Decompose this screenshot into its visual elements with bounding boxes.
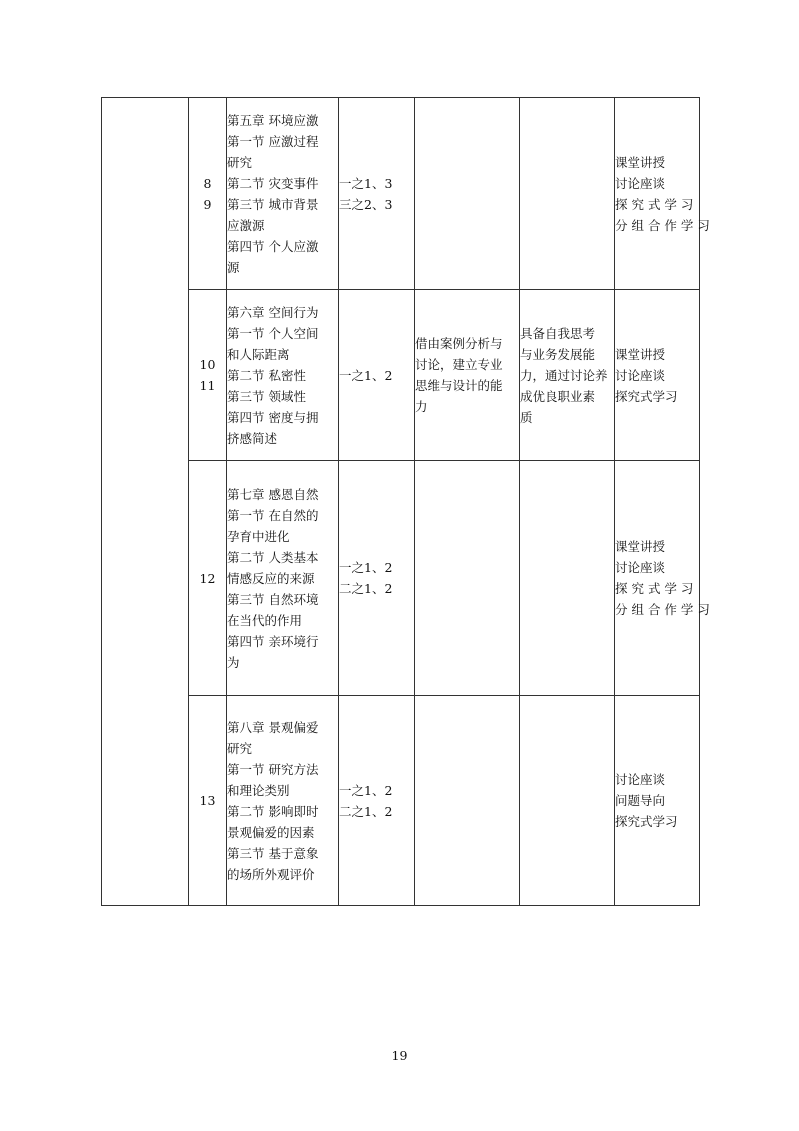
content-line: 第三节 基于意象: [227, 845, 319, 861]
method-line: 分 组 合 作 学 习: [615, 217, 710, 233]
week-number: 11: [199, 378, 216, 393]
goal-cell: [415, 98, 520, 290]
objective-cell: [339, 696, 415, 906]
method-line: 课堂讲授: [615, 346, 666, 362]
ability-cell: [520, 461, 615, 696]
content-line: 第二节 灾变事件: [227, 175, 319, 191]
method-cell: [615, 290, 700, 461]
content-line: 研究: [227, 154, 253, 170]
content-line: 在当代的作用: [227, 612, 303, 628]
objective-line: 三之2、3: [339, 196, 393, 212]
content-line: 第四节 密度与拥: [227, 409, 319, 425]
week-number: 8: [203, 175, 212, 191]
goal-line: 力: [415, 399, 428, 414]
goal-cell: [415, 461, 520, 696]
content-line: 和理论类别: [227, 782, 290, 798]
objective-line: 一之1、3: [339, 175, 393, 191]
content-line: 第二节 人类基本: [227, 549, 319, 565]
goal-cell: [415, 290, 520, 461]
method-line: 讨论座谈: [615, 175, 666, 191]
objective-line: 一之1、2: [339, 560, 393, 575]
method-line: 探 究 式 学 习: [615, 581, 694, 596]
content-cell: [227, 98, 339, 290]
ability-line: 成优良职业素: [520, 388, 596, 404]
content-line: 第八章 景观偏爱: [227, 719, 319, 735]
content-line: 第七章 感恩自然: [227, 486, 319, 502]
merged-category-cell: [102, 98, 189, 906]
table-row: [102, 461, 700, 696]
table-row: [102, 98, 700, 290]
method-line: 分 组 合 作 学 习: [615, 602, 710, 617]
objective-cell: [339, 461, 415, 696]
content-line: 和人际距离: [227, 346, 290, 362]
method-cell: [615, 696, 700, 906]
goal-cell: [415, 696, 520, 906]
method-cell: [615, 98, 710, 290]
content-cell: [227, 461, 339, 696]
goal-line: 借由案例分析与: [415, 336, 503, 351]
objective-line: 一之1、2: [339, 782, 393, 798]
table-row: [102, 290, 700, 461]
page-number: 19: [391, 1048, 408, 1063]
objective-cell: [339, 290, 415, 461]
method-line: 课堂讲授: [615, 154, 666, 170]
week-cell: [189, 696, 227, 906]
week-number: 12: [199, 570, 216, 586]
objective-line: 二之1、2: [339, 581, 393, 596]
content-line: 第二节 私密性: [227, 367, 306, 383]
goal-line: 思维与设计的能: [415, 378, 503, 393]
content-line: 第四节 个人应激: [227, 238, 319, 254]
objective-line: 二之1、2: [339, 803, 393, 819]
method-line: 探究式学习: [615, 388, 678, 404]
content-line: 第二节 影响即时: [227, 803, 319, 819]
week-number: 13: [199, 793, 216, 808]
ability-cell: [520, 290, 615, 461]
content-cell: [227, 290, 339, 461]
content-line: 第三节 自然环境: [227, 591, 319, 607]
ability-cell: [520, 98, 615, 290]
week-cell: [189, 461, 227, 696]
content-line: 第一节 个人空间: [227, 325, 319, 341]
content-line: 研究: [227, 740, 253, 756]
week-number: 10: [199, 357, 216, 372]
ability-line: 力，通过讨论养: [520, 367, 608, 383]
content-line: 第一节 应激过程: [227, 133, 319, 149]
week-number: 9: [203, 196, 212, 212]
content-line: 为: [227, 654, 240, 670]
content-line: 第三节 城市背景: [227, 196, 319, 212]
method-cell: [615, 461, 710, 696]
content-line: 的场所外观评价: [227, 866, 315, 882]
content-cell: [227, 696, 339, 906]
objective-line: 一之1、2: [339, 367, 393, 383]
content-line: 景观偏爱的因素: [227, 824, 315, 840]
objective-cell: [339, 98, 415, 290]
content-line: 第一节 在自然的: [227, 507, 319, 523]
ability-line: 质: [520, 409, 533, 425]
ability-line: 与业务发展能: [520, 346, 596, 362]
ability-line: 具备自我思考: [520, 325, 596, 341]
content-line: 情感反应的来源: [227, 570, 315, 586]
content-line: 孕育中进化: [227, 528, 290, 544]
method-line: 讨论座谈: [615, 560, 666, 575]
table-row: [102, 696, 700, 906]
content-line: 源: [227, 259, 240, 275]
method-line: 讨论座谈: [615, 772, 666, 787]
content-line: 第四节 亲环境行: [227, 633, 319, 649]
content-line: 挤感简述: [227, 430, 278, 446]
method-line: 探 究 式 学 习: [615, 196, 694, 212]
method-line: 讨论座谈: [615, 367, 666, 383]
course-schedule-table: [101, 97, 710, 906]
content-line: 应激源: [227, 217, 265, 233]
method-line: 问题导向: [615, 793, 666, 808]
goal-line: 讨论，建立专业: [415, 357, 503, 372]
content-line: 第五章 环境应激: [227, 112, 319, 128]
method-line: 探究式学习: [615, 814, 678, 829]
content-line: 第六章 空间行为: [227, 304, 319, 320]
content-line: 第三节 领域性: [227, 388, 306, 404]
week-cell: [189, 290, 227, 461]
content-line: 第一节 研究方法: [227, 761, 319, 777]
week-cell: [189, 98, 227, 290]
ability-cell: [520, 696, 615, 906]
method-line: 课堂讲授: [615, 539, 666, 554]
